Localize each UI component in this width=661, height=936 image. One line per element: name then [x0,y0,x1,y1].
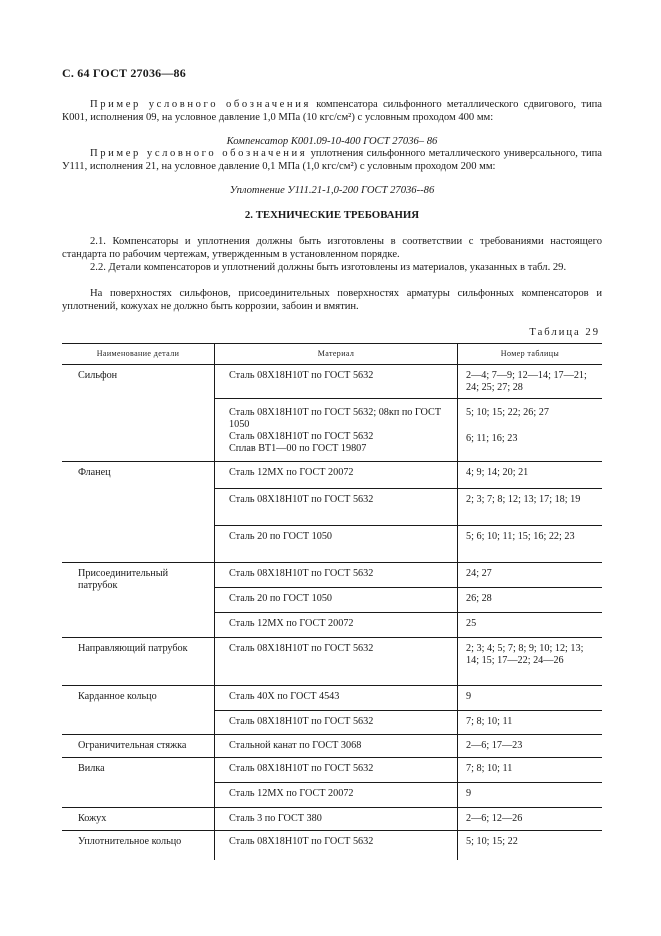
number-line: 6; 11; 16; 23 [466,433,518,444]
table-number-cell: 2—4; 7—9; 12—14; 17—21; 24; 25; 27; 28 [466,370,587,393]
table-row [62,686,602,711]
part-cell: Уплотнительное кольцо [62,831,215,861]
table-row [62,462,602,489]
table-number-cell: 2; 3; 7; 8; 12; 13; 17; 18; 19 [458,489,603,526]
table-number-cell: 5; 6; 10; 11; 15; 16; 22; 23 [458,526,603,563]
material-cell: Сталь 40Х по ГОСТ 4543 [215,686,458,711]
designation-example-2: Уплотнение У111.21-1,0-200 ГОСТ 27036--86 [229,185,435,196]
material-cell: Сталь 08Х18Н10Т по ГОСТ 5632 [215,365,458,399]
number-line: 5; 10; 15; 22; 26; 27 [466,407,549,418]
material-cell: Сталь 12МХ по ГОСТ 20072 [215,613,458,638]
table-number-cell: 2; 3; 4; 5; 7; 8; 9; 10; 12; 13; 14; 15; 17—22; 24—26 [458,638,603,686]
table-row [62,758,602,783]
part-cell: Направляющий патрубок [62,638,215,686]
part-cell: Присоединительный патрубок [62,563,215,638]
material-cell: Стальной канат по ГОСТ 3068 [215,735,458,758]
material-cell: Сталь 12МХ по ГОСТ 20072 [215,462,458,489]
example-text: компенсатора сильфонного металлического сдвигового, типа К001, исполнения 09, на условное давление 1,0 МПа (10 кгс/см²) с условным проходом 400 мм: [62,99,603,123]
part-cell: Ограничительная стяжка [62,735,215,758]
example-text: уплотнения сильфонного металлического универсального, типа У111, исполнения 21, на условное давление 0,1 МПа (1,0 кгс/см²) с условным проходом 200 мм: [62,148,602,172]
table-header-row [62,344,602,365]
material-cell: Сталь 08Х18Н10Т по ГОСТ 5632 [215,563,458,588]
material-cell: Сталь 3 по ГОСТ 380 [215,808,458,831]
table-number-cell: 24; 27 [458,563,603,588]
table-number-cell: 5; 10; 15; 22 [458,831,603,861]
example-lead: Пример условного обозначения [90,99,311,110]
table-row [62,808,602,831]
table-number-cell: 7; 8; 10; 11 [458,758,603,783]
material-cell: Сталь 08Х18Н10Т по ГОСТ 5632 [215,489,458,526]
table-row [62,831,602,861]
designation-example-1: Компенсатор К001.09-10-400 ГОСТ 27036– 86 [226,136,438,147]
table-number-cell: 9 [458,686,603,711]
material-line: Сталь 08Х18Н10Т по ГОСТ 5632 [229,431,374,442]
table-row [62,365,602,399]
example-paragraph-2 [62,148,602,173]
materials-table [62,343,602,860]
material-cell [215,399,458,462]
part-cell: Сильфон [78,370,118,381]
material-cell: Сталь 08Х18Н10Т по ГОСТ 5632 [215,711,458,735]
table-number-cell: 25 [458,613,603,638]
table-number-cell: 9 [458,783,603,808]
paragraph-surfaces: На поверхностях сильфонов, присоединительных поверхностях арматуры сильфонных компенсаторов и уплотнений, кожухах не должно быть коррозии, забоин и вмятин. [62,288,602,312]
table-row [62,735,602,758]
header-table-number: Номер таблицы [458,344,603,365]
section-title: 2. ТЕХНИЧЕСКИЕ ТРЕБОВАНИЯ [244,209,420,221]
paragraph-2-1: 2.1. Компенсаторы и уплотнения должны быть изготовлены в соответствии с требованиями настоящего стандарта по рабочим чертежам, утвержденным в установленном порядке. [62,236,602,260]
table-number-cell: 7; 8; 10; 11 [458,711,603,735]
header-material: Материал [215,344,458,365]
part-cell: Кожух [62,808,215,831]
part-cell: Вилка [62,758,215,808]
material-cell: Сталь 12МХ по ГОСТ 20072 [215,783,458,808]
table-number-cell: 2—6; 17—23 [458,735,603,758]
table-number-cell: 4; 9; 14; 20; 21 [458,462,603,489]
material-cell: Сталь 20 по ГОСТ 1050 [215,526,458,563]
page-header: С. 64 ГОСТ 27036—86 [62,66,186,80]
paragraph-2-2: 2.2. Детали компенсаторов и уплотнений должны быть изготовлены из материалов, указанных в табл. 29. [90,262,567,273]
table-row [62,638,602,686]
table-number-cell: 2—6; 12—26 [458,808,603,831]
material-cell: Сталь 08Х18Н10Т по ГОСТ 5632 [215,758,458,783]
table-number-cell: 26; 28 [458,588,603,613]
material-cell: Сталь 08Х18Н10Т по ГОСТ 5632 [215,638,458,686]
material-line: Сплав ВТ1—00 по ГОСТ 19807 [229,443,367,454]
example-lead: Пример условного обозначения [90,148,308,159]
material-cell: Сталь 08Х18Н10Т по ГОСТ 5632 [215,831,458,861]
part-cell: Карданное кольцо [62,686,215,735]
table-number-cell [458,399,603,462]
table-label: Таблица 29 [529,327,600,338]
table-row [62,563,602,588]
material-line: Сталь 08Х18Н10Т по ГОСТ 5632; 08кп по ГОСТ 1050 [229,407,442,430]
example-paragraph-1 [62,99,602,124]
material-cell: Сталь 20 по ГОСТ 1050 [215,588,458,613]
part-cell: Фланец [62,462,215,563]
header-part-name: Наименование детали [62,344,215,365]
